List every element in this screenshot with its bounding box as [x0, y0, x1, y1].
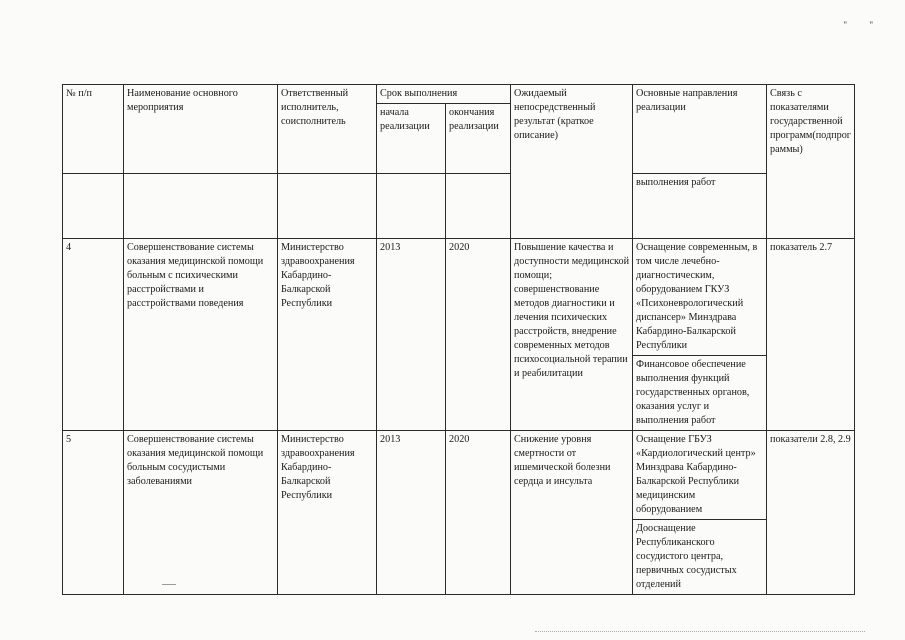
header-term: Срок выполнения	[377, 85, 511, 104]
row-start-year: 2013	[377, 239, 446, 431]
direction-item: Оснащение ГБУЗ «Кардиологический центр» Минздрава Кабардино-Балкарской Республики медицинским оборудованием	[636, 434, 756, 515]
header-row-1	[63, 85, 855, 104]
program-activities-table	[62, 84, 855, 595]
direction-item: Дооснащение Республиканского сосудистого центра, первичных сосудистых отделений	[633, 519, 766, 594]
blank-end	[446, 174, 511, 239]
table-row	[63, 239, 855, 431]
row-responsible: Министерство здравоохранения Кабардино-Балкарской Республики	[278, 431, 377, 595]
row-expected-result: Снижение уровня смертности от ишемической болезни сердца и инсульта	[511, 431, 633, 595]
blank-directions: выполнения работ	[633, 174, 767, 239]
row-responsible: Министерство здравоохранения Кабардино-Балкарской Республики	[278, 239, 377, 431]
header-responsible: Ответственный исполнитель, соисполнитель	[278, 85, 377, 174]
scan-artifact	[535, 631, 865, 634]
blank-start	[377, 174, 446, 239]
row-activity-name: Совершенствование системы оказания медицинской помощи больным сосудистыми заболеваниями	[124, 431, 278, 595]
row-indicator-link: показатель 2.7	[767, 239, 855, 431]
row-indicator-link: показатели 2.8, 2.9	[767, 431, 855, 595]
blank-responsible	[278, 174, 377, 239]
row-activity-name: Совершенствование системы оказания медицинской помощи больным с психическими расстройствами и расстройствами поведения	[124, 239, 278, 431]
row-directions	[633, 239, 767, 431]
row-num: 5	[63, 431, 124, 595]
row-expected-result: Повышение качества и доступности медицинской помощи; совершенствование методов диагностики и лечения психических расстройств, внедрение современных методов психосоциальной терапии и реабилитации	[511, 239, 633, 431]
scan-artifact	[162, 584, 176, 585]
row-num: 4	[63, 239, 124, 431]
header-expected: Ожидаемый непосредственный результат (краткое описание)	[511, 85, 633, 239]
row-start-year: 2013	[377, 431, 446, 595]
header-directions: Основные направления реализации	[633, 85, 767, 174]
header-num: № п/п	[63, 85, 124, 174]
blank-num	[63, 174, 124, 239]
row-end-year: 2020	[446, 239, 511, 431]
row-directions	[633, 431, 767, 595]
blank-name	[124, 174, 278, 239]
scan-corner-marks: " "	[843, 20, 883, 30]
direction-item: Финансовое обеспечение выполнения функций государственных органов, оказания услуг и выполнения работ	[633, 355, 766, 430]
direction-item: Оснащение современным, в том числе лечебно-диагностическим, оборудованием ГКУЗ «Психоневрологический диспансер» Минздрава Кабардино-Балкарской Республики	[636, 242, 758, 351]
header-start: начала реализации	[377, 104, 446, 174]
table-row	[63, 431, 855, 595]
header-link: Связь с показателями государственной программ(подпрограммы)	[767, 85, 855, 239]
header-end: окончания реализации	[446, 104, 511, 174]
row-end-year: 2020	[446, 431, 511, 595]
header-name: Наименование основного мероприятия	[124, 85, 278, 174]
header-continuation-row	[63, 174, 855, 239]
